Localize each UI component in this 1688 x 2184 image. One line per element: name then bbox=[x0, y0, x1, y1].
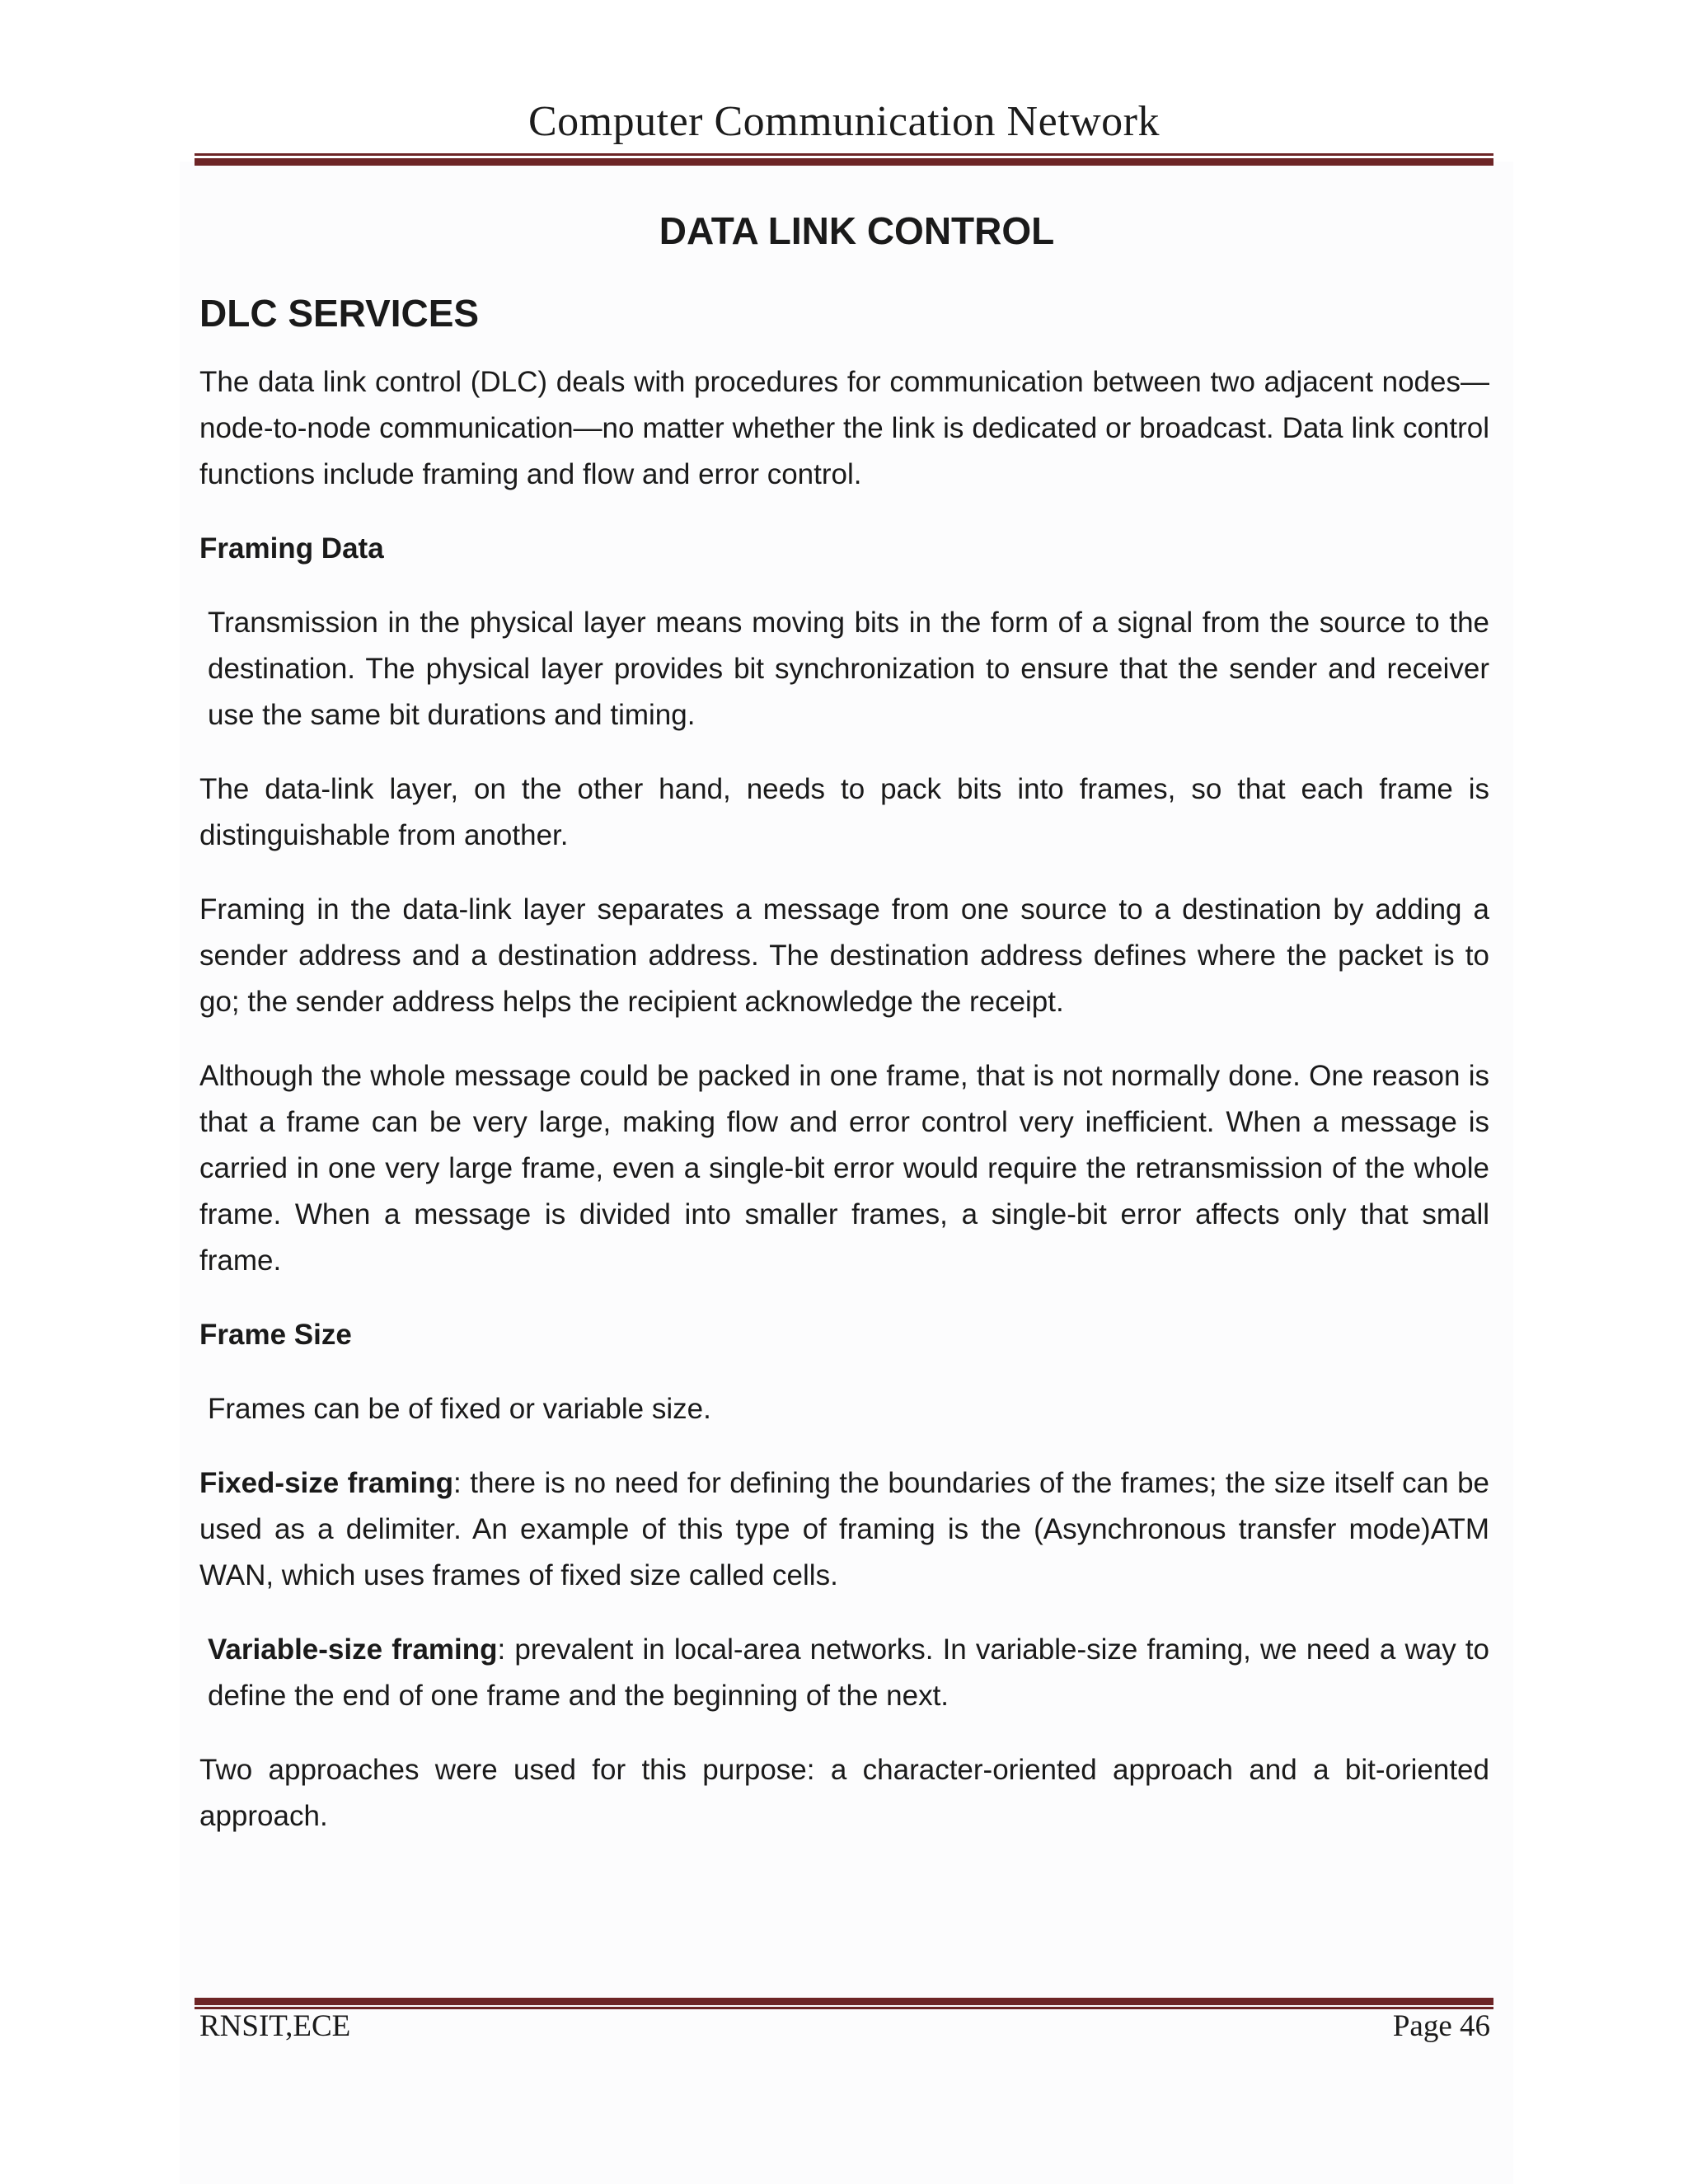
framing-paragraph-4: Although the whole message could be packed in one frame, that is not normally done. One reason is that a frame can be very large, making flow and error control very inefficient. When a message is carried in one very large frame, even a single-bit error would require the retransmission of the whole frame. When a message is divided into smaller frames, a single-bit error affects only that small frame. bbox=[199, 1060, 1489, 1277]
framing-paragraph-3: Framing in the data-link layer separates a message from one source to a destination by adding a sender address and a destination address. The destination address defines where the packet is to go; the sender address helps the recipient acknowledge the receipt. bbox=[199, 893, 1489, 1018]
fixed-size-text: : there is no need for defining the boundaries of the frames; the size itself can be used as a delimiter. An example of this type of framing is the (Asynchronous transfer mode)ATM WAN, which uses frames of fixed size called cells. bbox=[199, 1467, 1489, 1591]
header-rule-thin bbox=[195, 153, 1493, 156]
frame-size-heading: Frame Size bbox=[199, 1319, 352, 1351]
approaches-paragraph: Two approaches were used for this purpose: a character-oriented approach and a bit-oriented approach. bbox=[199, 1754, 1489, 1832]
frame-size-paragraph: Frames can be of fixed or variable size. bbox=[208, 1393, 711, 1425]
running-header-title: Computer Communication Network bbox=[528, 98, 1160, 145]
framing-paragraph-2: The data-link layer, on the other hand, needs to pack bits into frames, so that each frame is distinguishable from another. bbox=[199, 773, 1489, 851]
variable-size-text: : prevalent in local-area networks. In variable-size framing, we need a way to define the end of one frame and the beginning of the next. bbox=[208, 1633, 1490, 1712]
fixed-size-paragraph bbox=[199, 1460, 1489, 1599]
footer-institution: RNSIT,ECE bbox=[199, 2009, 351, 2043]
page-content bbox=[199, 206, 1489, 1868]
document-title: DATA LINK CONTROL bbox=[659, 209, 1055, 252]
framing-data-heading: Framing Data bbox=[199, 532, 384, 565]
page-number: Page 46 bbox=[1392, 2009, 1490, 2043]
footer-rule-thin bbox=[195, 2007, 1493, 2009]
variable-size-term: Variable-size framing bbox=[208, 1633, 498, 1666]
footer-rule-thick bbox=[195, 1998, 1493, 2005]
section-title: DLC SERVICES bbox=[199, 292, 480, 335]
header-rule-thick bbox=[195, 158, 1493, 166]
variable-size-paragraph bbox=[199, 1627, 1489, 1719]
framing-paragraph-1: Transmission in the physical layer means moving bits in the form of a signal from the source to the destination. The physical layer provides bit synchronization to ensure that the sender and receiver use the same bit durations and timing. bbox=[208, 607, 1489, 731]
intro-paragraph: The data link control (DLC) deals with procedures for communication between two adjacent nodes—node-to-node communication—no matter whether the link is dedicated or broadcast. Data link control functions include framing and flow and error control. bbox=[199, 366, 1489, 490]
fixed-size-term: Fixed-size framing bbox=[199, 1467, 454, 1499]
